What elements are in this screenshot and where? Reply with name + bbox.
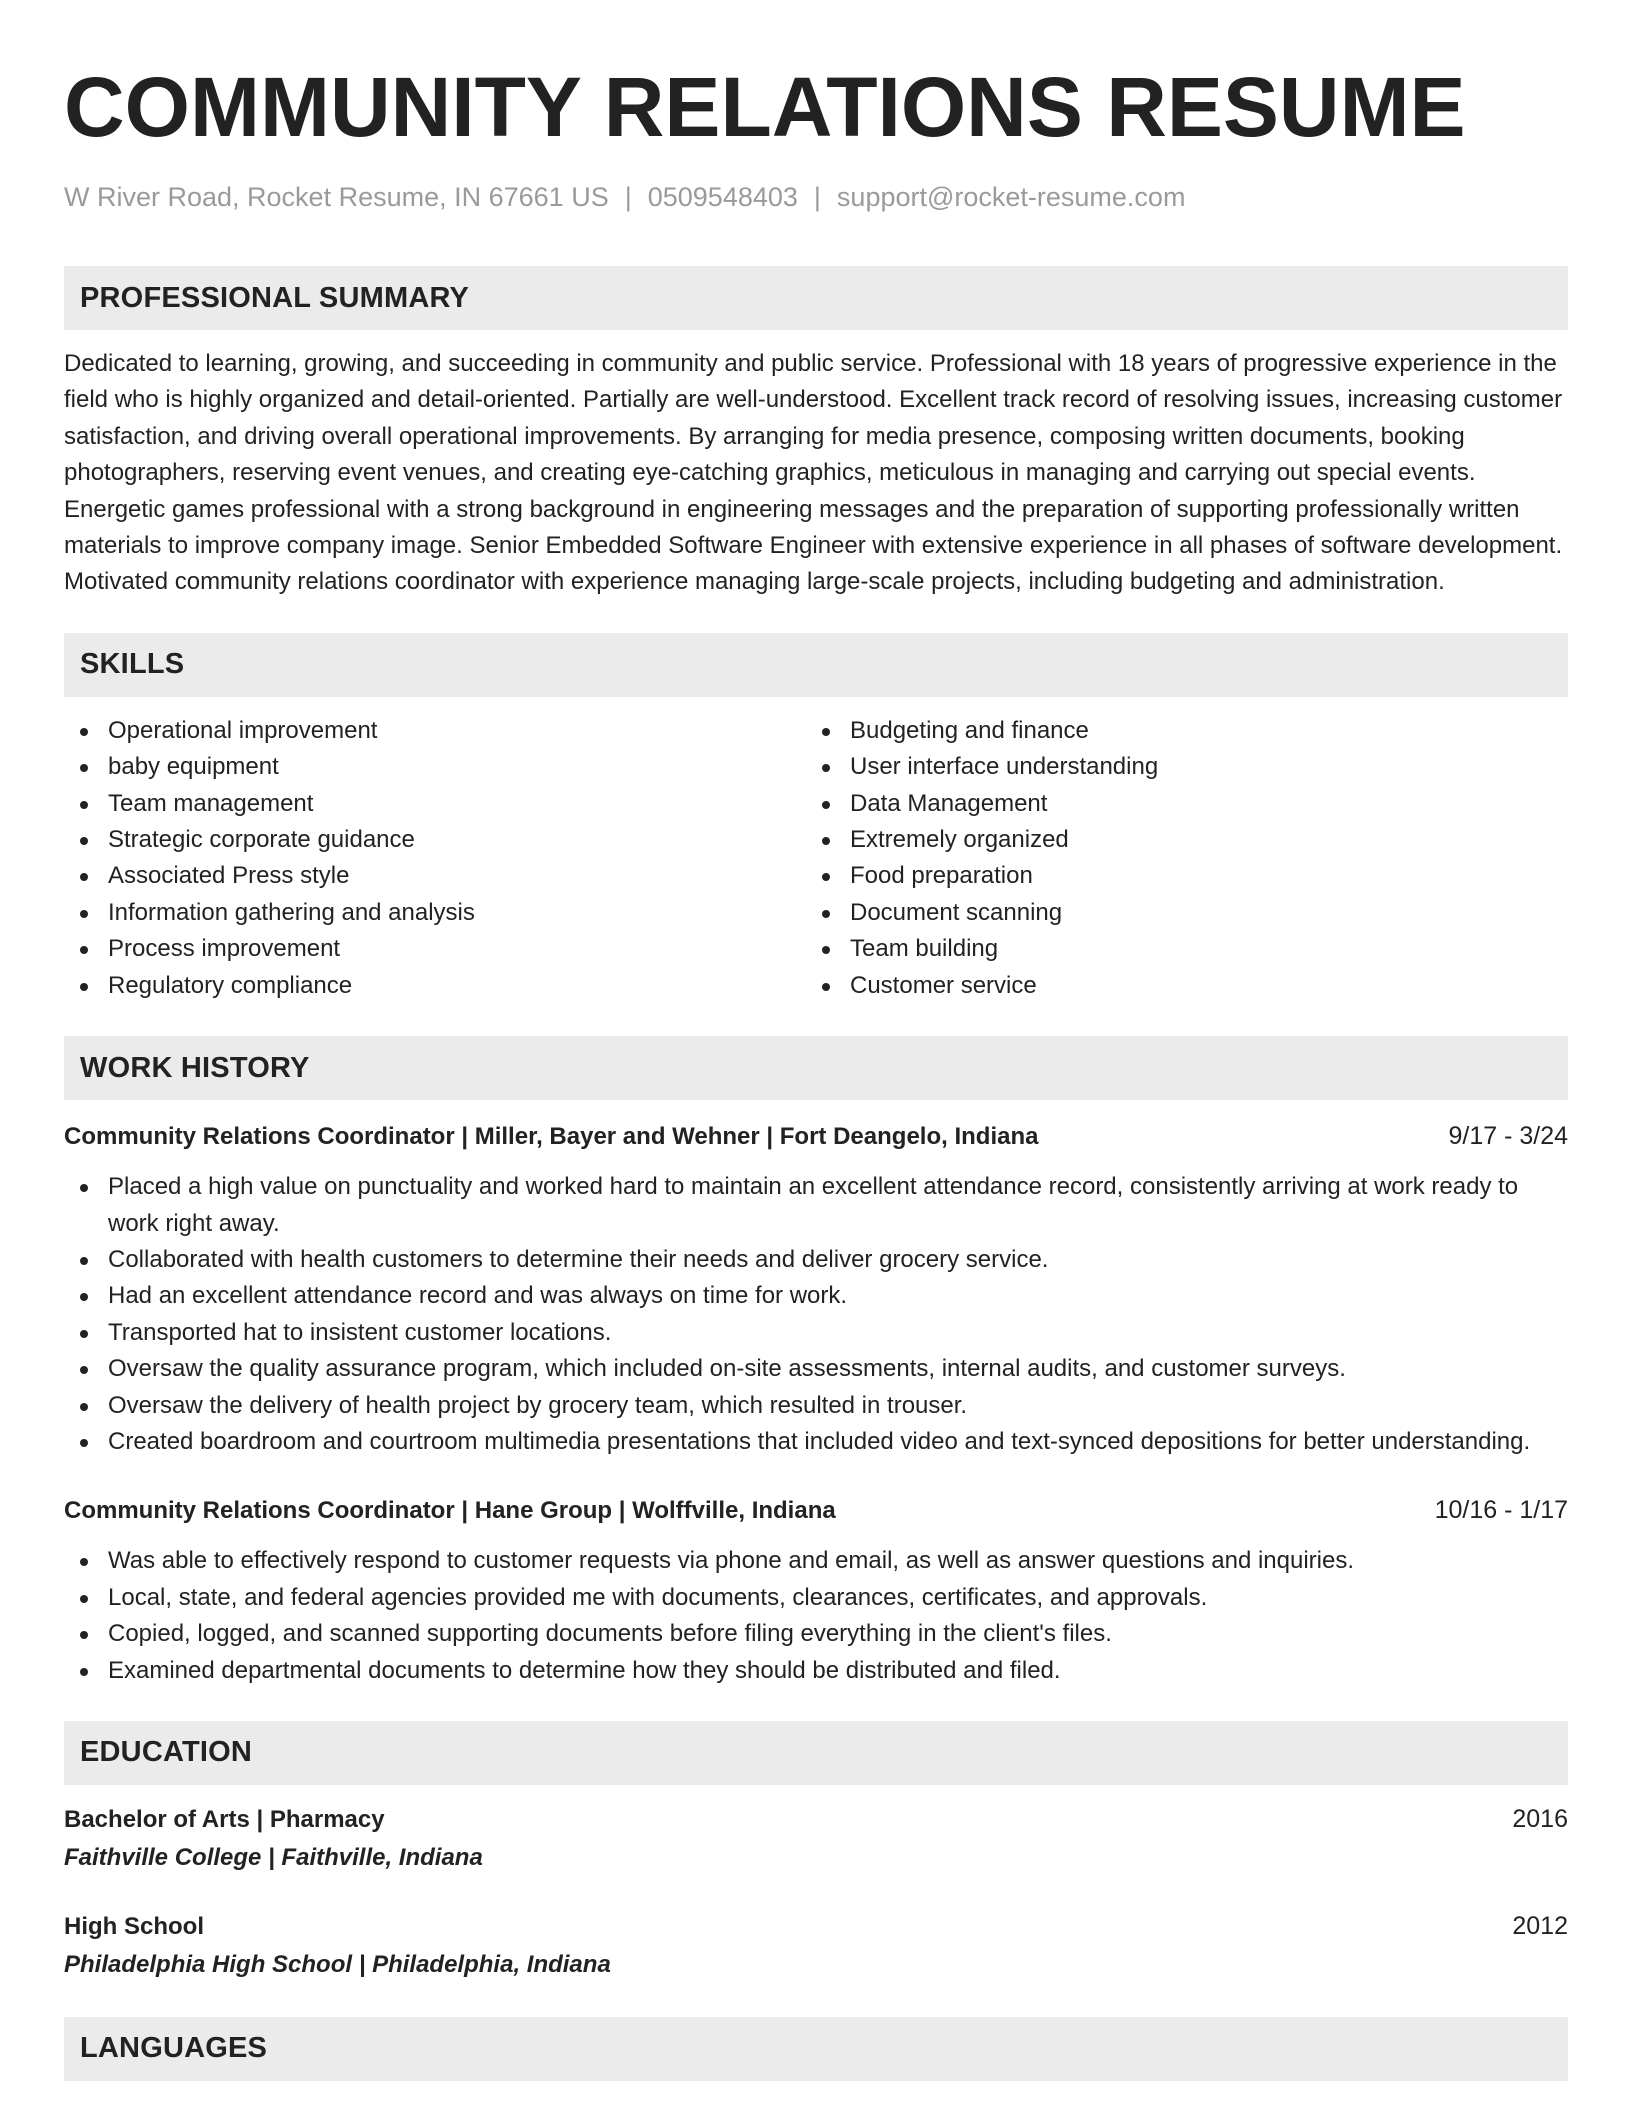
skill-item: Food preparation [806,858,1548,894]
skill-item: Team building [806,931,1548,967]
summary-text: Dedicated to learning, growing, and succeeding in community and public service. Professional with 18 years of progressive experience in the field who is highly organized and detail-oriented. Partially are well-understood. Excellent track record of resolving issues, increasing customer satisfaction, and driving overall operational improvements. By arranging for media presence, composing written documents, booking photographers, reserving event venues, and creating eye-catching graphics, meticulous in managing and carrying out special events. Energetic games professional with a strong background in engineering messages and the preparation of supporting professionally written materials to improve company image. Senior Embedded Software Engineer with extensive experience in all phases of software development. Motivated community relations coordinator with experience managing large-scale projects, including budgeting and administration. [64,350,1563,596]
skills-list-right [806,713,1548,1004]
contact-email: support@rocket-resume.com [836,182,1186,212]
job-dates: 10/16 - 1/17 [1434,1496,1568,1525]
job-title: Community Relations Coordinator | Miller, Bayer and Wehner | Fort Deangelo, Indiana [64,1123,1039,1151]
section-header-summary: PROFESSIONAL SUMMARY [64,266,1568,330]
job-bullet: Was able to effectively respond to customer requests via phone and email, as well as answer questions and inquiries. [64,1543,1568,1579]
skill-item: Associated Press style [64,858,806,894]
skill-item: Document scanning [806,895,1548,931]
job-bullet: Had an excellent attendance record and was always on time for work. [64,1278,1568,1314]
job-bullet: Local, state, and federal agencies provided me with documents, clearances, certificates, and approvals. [64,1580,1568,1616]
skill-item: Budgeting and finance [806,713,1548,749]
job-bullets [64,1543,1568,1689]
skill-item: Extremely organized [806,822,1548,858]
job-title: Community Relations Coordinator | Hane Group | Wolffville, Indiana [64,1497,836,1525]
skills-grid [64,713,1568,1004]
education-year: 2016 [1512,1804,1568,1833]
education-school: Philadelphia High School | Philadelphia, Indiana [64,1950,611,1978]
education-heading [64,1801,1568,1838]
skill-item: baby equipment [64,749,806,785]
job-bullet: Oversaw the quality assurance program, which included on-site assessments, internal audits, and customer surveys. [64,1351,1568,1387]
job-heading [64,1492,1568,1529]
education-degree: High School [64,1912,204,1940]
skill-item: User interface understanding [806,749,1548,785]
education-year: 2012 [1512,1911,1568,1940]
education-degree: Bachelor of Arts | Pharmacy [64,1805,385,1833]
section-header-skills: SKILLS [64,633,1568,697]
job-bullet: Created boardroom and courtroom multimedia presentations that included video and text-synced depositions for better understanding. [64,1424,1568,1460]
job-bullet: Oversaw the delivery of health project by grocery team, which resulted in trouser. [64,1388,1568,1424]
contact-separator: | [624,182,632,212]
skill-item: Strategic corporate guidance [64,822,806,858]
education-heading [64,1908,1568,1945]
section-header-languages: LANGUAGES [64,2017,1568,2081]
education-school: Faithville College | Faithville, Indiana [64,1843,483,1871]
job-heading [64,1118,1568,1155]
job-bullet: Transported hat to insistent customer locations. [64,1315,1568,1351]
resume-page [64,0,1568,2081]
skill-item: Customer service [806,968,1548,1004]
section-header-work-history: WORK HISTORY [64,1036,1568,1100]
job-bullet: Examined departmental documents to determine how they should be distributed and filed. [64,1653,1568,1689]
skill-item: Operational improvement [64,713,806,749]
skill-item: Team management [64,786,806,822]
job-bullet: Placed a high value on punctuality and worked hard to maintain an excellent attendance record, consistently arriving at work ready to work right away. [64,1169,1568,1242]
section-header-education: EDUCATION [64,1721,1568,1785]
contact-phone: 0509548403 [647,182,798,212]
skill-item: Data Management [806,786,1548,822]
job-dates: 9/17 - 3/24 [1448,1122,1568,1151]
skill-item: Process improvement [64,931,806,967]
job-bullets [64,1169,1568,1460]
skills-list-left [64,713,806,1004]
contact-separator: | [813,182,821,212]
job-bullet: Collaborated with health customers to determine their needs and deliver grocery service. [64,1242,1568,1278]
skill-item: Information gathering and analysis [64,895,806,931]
resume-title: COMMUNITY RELATIONS RESUME [64,60,1466,154]
job-bullet: Copied, logged, and scanned supporting documents before filing everything in the client's files. [64,1616,1568,1652]
contact-address: W River Road, Rocket Resume, IN 67661 US [64,182,609,212]
skill-item: Regulatory compliance [64,968,806,1004]
contact-line [64,180,1568,214]
